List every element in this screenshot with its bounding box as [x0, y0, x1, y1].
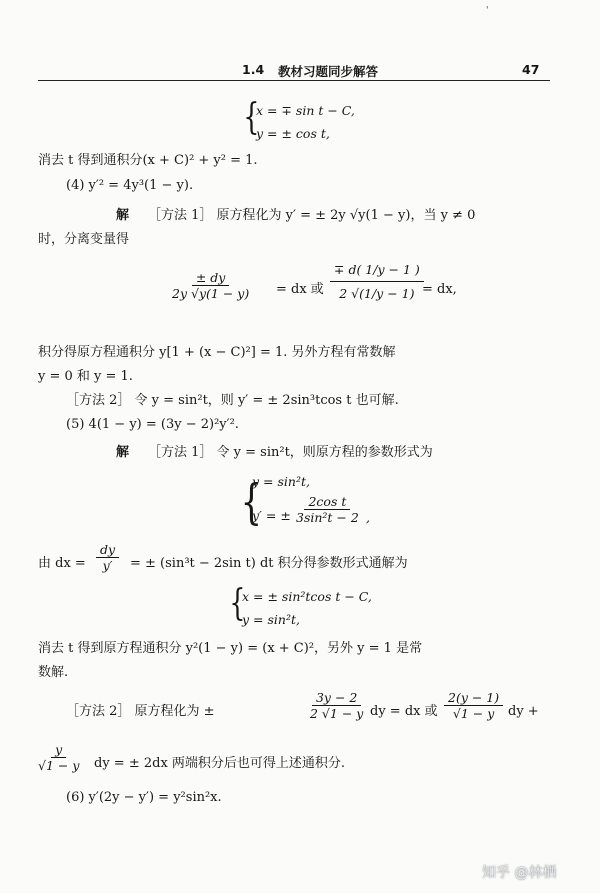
- problem-4: (4) y′² = 4y³(1 − y).: [66, 178, 194, 193]
- fraction-4a-denominator: 2y √y(1 − y): [172, 286, 250, 301]
- section-number: 1.4: [242, 62, 265, 77]
- last-fraction-numerator: y: [51, 742, 66, 758]
- running-title: 教材习题同步解答: [278, 64, 379, 79]
- method-2-fraction-1: [306, 690, 367, 721]
- method-2-fraction-2-numerator: 2(y − 1): [444, 690, 503, 706]
- system1-x-equation: x = ∓ sin t − C,: [256, 103, 355, 118]
- method-2-fraction-2-denominator: √1 − y: [452, 706, 495, 721]
- eliminate-line-2a: 消去 t 得到原方程通积分 y²(1 − y) = (x + C)²，另外 y = 1 是常: [38, 641, 423, 656]
- system2-y-equation: y = sin²t,: [252, 474, 310, 489]
- equals-dx-end: = dx,: [422, 282, 457, 297]
- system3-brace: {: [229, 583, 246, 624]
- method-2-fraction-1-denominator: 2 √1 − y: [310, 706, 364, 721]
- solution-5-text: ［方法 1］ 令 y = sin²t，则原方程的参数形式为: [148, 445, 433, 460]
- scan-mark: ': [486, 6, 489, 16]
- dx-denominator: y′: [102, 558, 113, 573]
- last-fraction: [34, 742, 83, 773]
- system-brace: {: [243, 97, 260, 138]
- fraction-4a-numerator: ± dy: [192, 270, 230, 286]
- method-2-fraction-1-numerator: 3y − 2: [312, 690, 361, 706]
- fraction-4b-numerator: ∓ d( 1/y − 1 ): [330, 262, 424, 282]
- method-2-middle: dy = dx 或: [370, 704, 438, 719]
- system2-brace: {: [240, 474, 262, 530]
- header-rule: [38, 80, 550, 81]
- last-fraction-denominator: √1 − y: [38, 758, 80, 773]
- page-number: 47: [522, 62, 540, 77]
- integral-4-line-1: 积分得原方程通积分 y[1 + (x − C)²] = 1. 另外方程有常数解: [38, 345, 396, 360]
- system1-y-equation: y = ± cos t,: [256, 126, 330, 141]
- system2-yprime-fraction: [292, 494, 363, 525]
- dx-fraction: [96, 542, 119, 573]
- method-2-fraction-2: [444, 690, 503, 721]
- solution-4-label: 解: [116, 208, 130, 223]
- method-2-end: dy +: [508, 704, 539, 719]
- system2-comma: ,: [366, 510, 370, 525]
- system2-yprime-denominator: 3sin²t − 2: [296, 510, 359, 525]
- dx-lhs: 由 dx =: [38, 556, 86, 571]
- eliminate-line-2b: 数解.: [38, 665, 69, 680]
- eliminate-line-1: 消去 t 得到通积分(x + C)² + y² = 1.: [38, 153, 258, 168]
- system3-x-equation: x = ± sin²tcos t − C,: [242, 589, 372, 604]
- integral-4-line-2: y = 0 和 y = 1.: [38, 369, 133, 384]
- solution-4-continuation: 时，分离变量得: [38, 232, 130, 247]
- last-line-rest: dy = ± 2dx 两端积分后也可得上述通积分.: [94, 756, 346, 771]
- problem-6: (6) y′(2y − y′) = y²sin²x.: [66, 790, 222, 805]
- equals-dx-or: = dx 或: [276, 282, 324, 297]
- system2-yprime-lhs: y′ = ±: [252, 508, 291, 523]
- fraction-4b: [330, 262, 424, 301]
- system3-y-equation: y = sin²t,: [242, 612, 300, 627]
- dx-numerator: dy: [96, 542, 119, 558]
- method-2-problem-5-lhs: ［方法 2］ 原方程化为 ±: [66, 704, 215, 719]
- method-2-problem-4: ［方法 2］ 令 y = sin²t，则 y′ = ± 2sin³tcos t 也可解.: [66, 393, 399, 408]
- dx-rest: = ± (sin³t − 2sin t) dt 积分得参数形式通解为: [130, 556, 408, 571]
- fraction-4a: [168, 270, 253, 301]
- fraction-4b-denominator: 2 √(1/y − 1): [339, 286, 415, 301]
- problem-5: (5) 4(1 − y) = (3y − 2)²y′².: [66, 417, 239, 432]
- solution-5-label: 解: [116, 445, 130, 460]
- system2-yprime-numerator: 2cos t: [304, 494, 350, 510]
- solution-4-text: ［方法 1］ 原方程化为 y′ = ± 2y √y(1 − y)，当 y ≠ 0: [148, 208, 476, 223]
- watermark: 知乎 @林栖: [482, 865, 557, 881]
